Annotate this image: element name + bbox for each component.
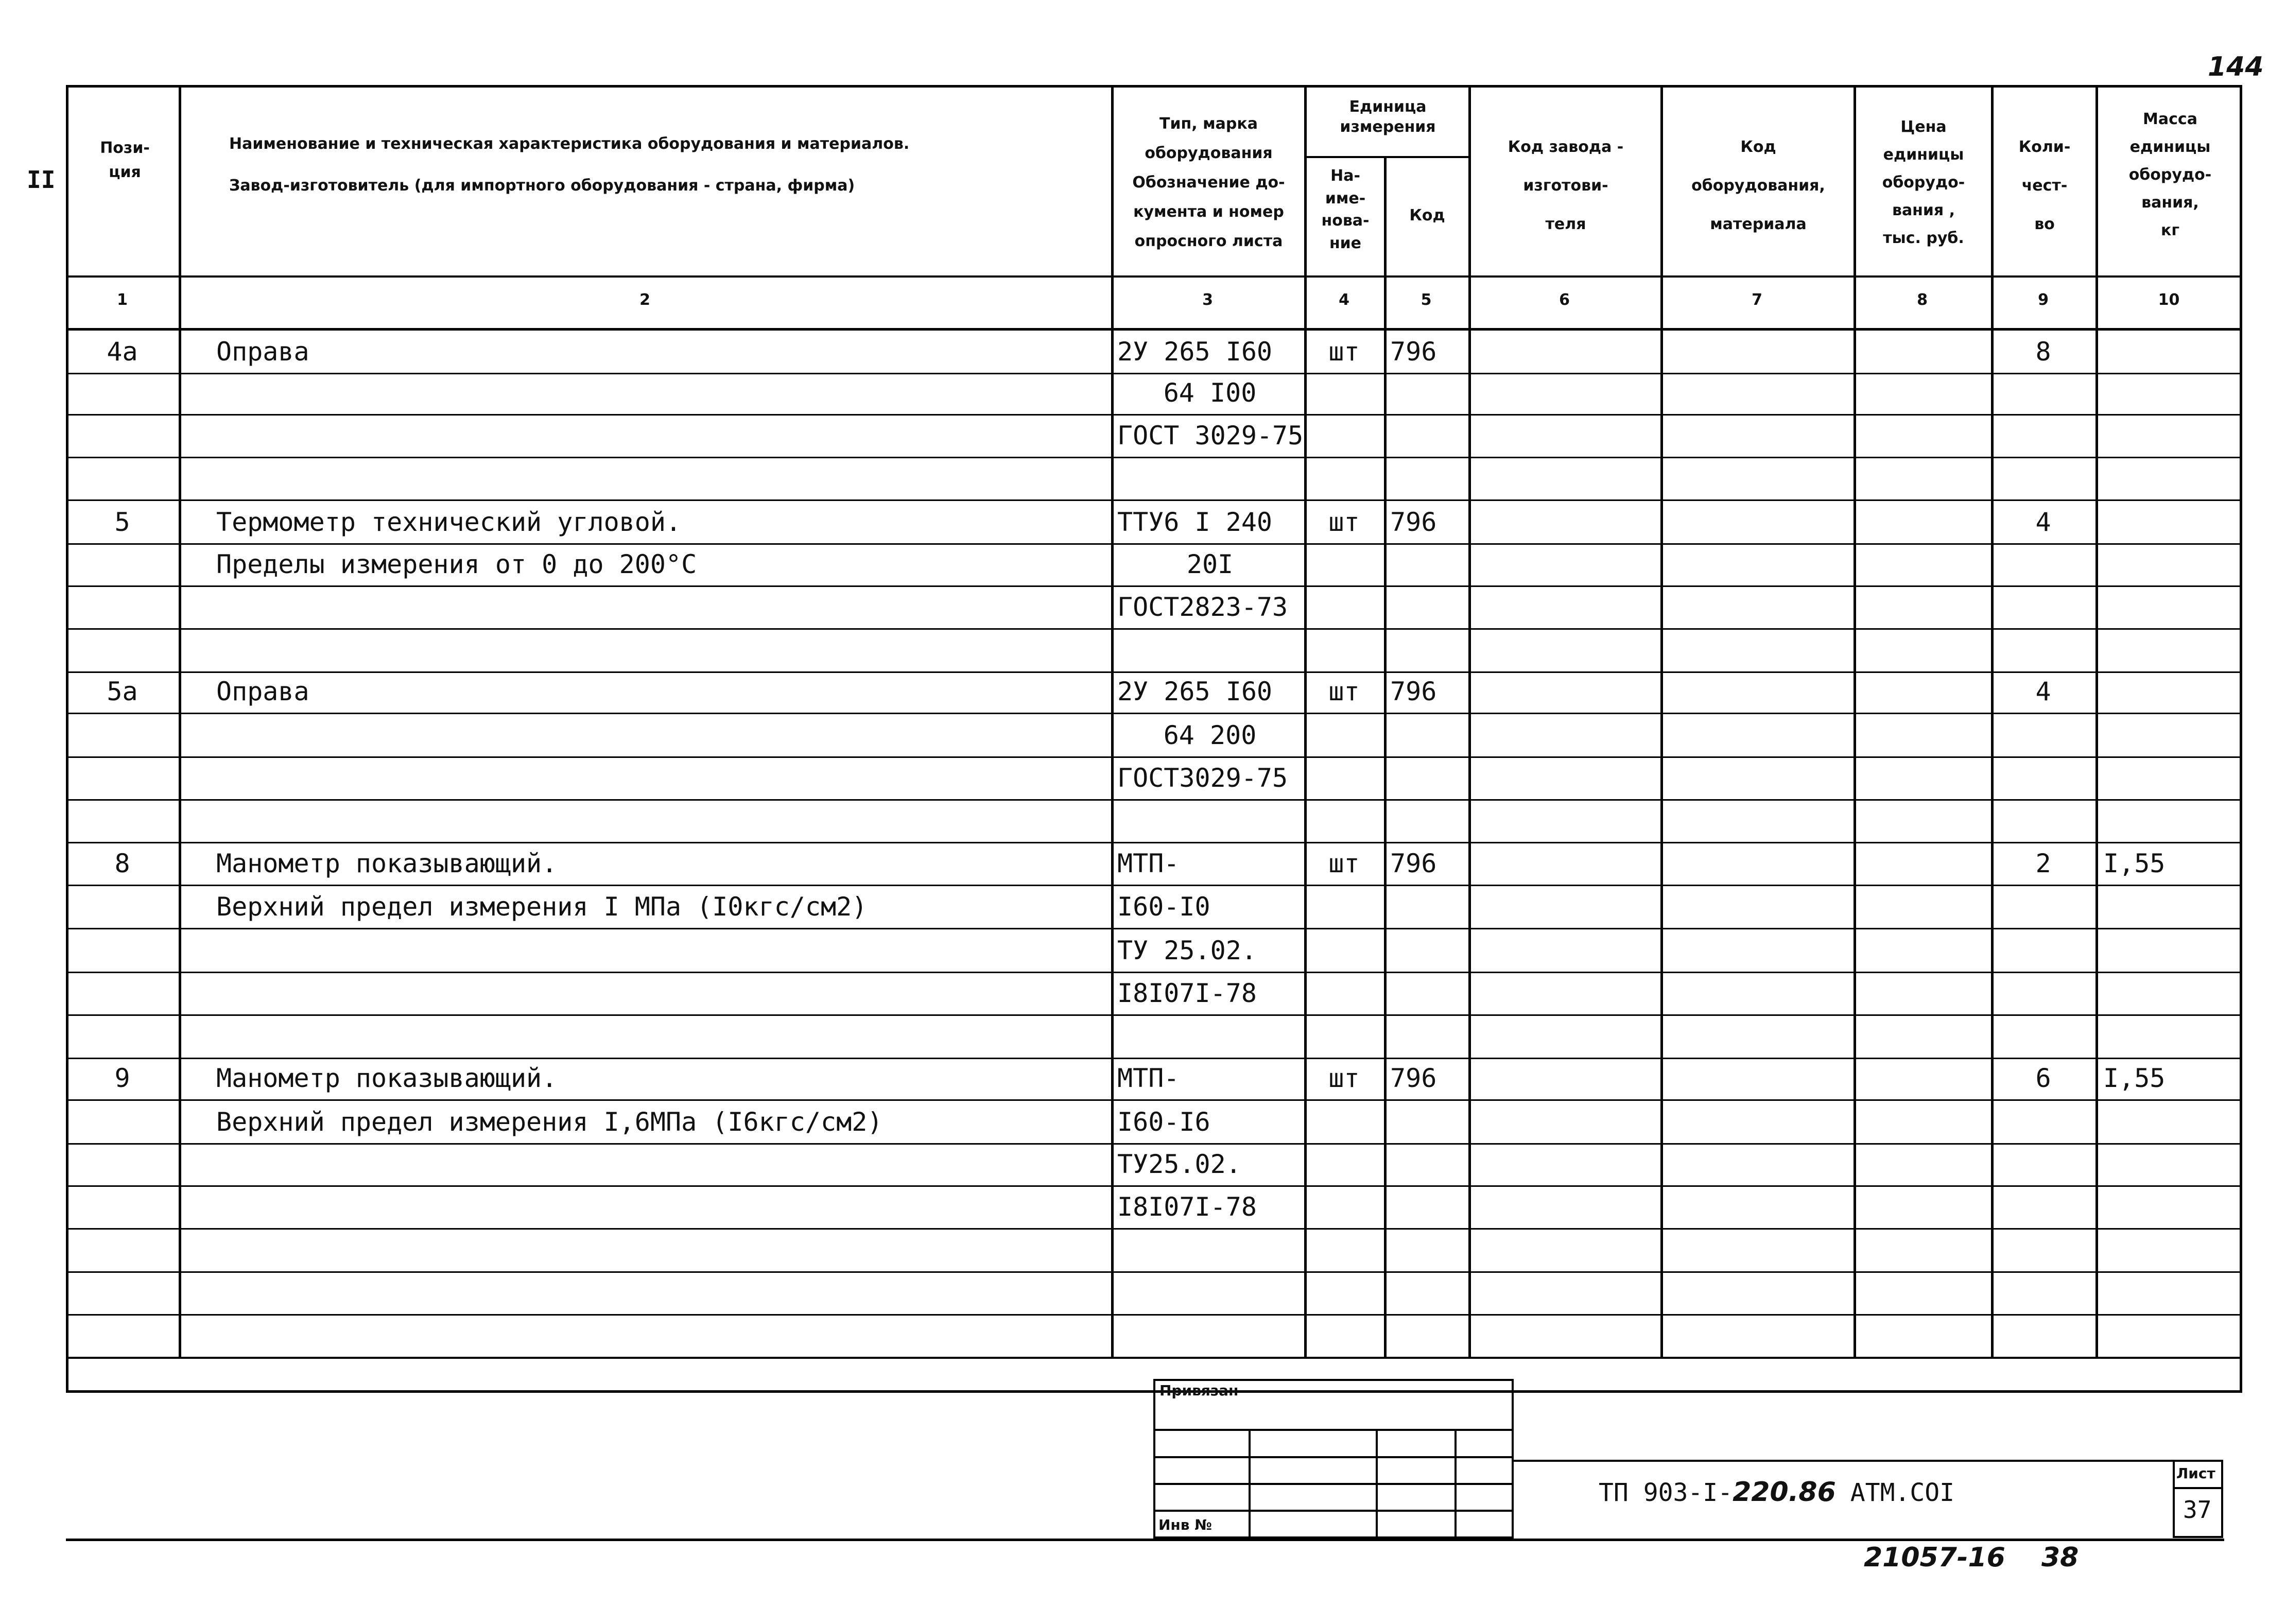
row-line xyxy=(66,756,2242,758)
colnum-9: 9 xyxy=(2038,291,2049,309)
header-unit-code: Код xyxy=(1409,206,1445,224)
row-line xyxy=(66,1228,2242,1230)
row-type: I60-I6 xyxy=(1117,1107,1210,1137)
designation-top-line xyxy=(1514,1460,2173,1462)
stamp-inv-no: Инв № xyxy=(1158,1516,1212,1533)
colnum-8: 8 xyxy=(1917,291,1928,309)
col-line-1 xyxy=(179,85,181,1357)
handwritten-page: 38 xyxy=(2041,1542,2079,1573)
stamp-block xyxy=(1153,1379,1514,1539)
row-line xyxy=(66,671,2242,673)
header-plant-code: Код завода - изготови- теля xyxy=(1508,138,1624,233)
row-line xyxy=(66,799,2242,801)
col-line-5 xyxy=(1468,85,1471,1357)
row-code: 796 xyxy=(1390,1063,1437,1093)
sheet-box-divider xyxy=(2173,1487,2223,1489)
row-type: I60-I0 xyxy=(1117,892,1210,922)
row-unit: шт xyxy=(1328,337,1360,367)
colnum-1: 1 xyxy=(117,291,128,309)
page-bottom-line xyxy=(66,1539,2224,1541)
row-line xyxy=(66,713,2242,714)
row-unit: шт xyxy=(1328,1063,1360,1093)
row-qty: 6 xyxy=(2035,1063,2051,1093)
col-line-9 xyxy=(2096,85,2098,1357)
row-type: I8I07I-78 xyxy=(1117,1192,1257,1222)
header-unit-name: На- име- нова- ние xyxy=(1321,167,1370,252)
row-pos: 4а xyxy=(107,337,138,367)
row-line xyxy=(66,1314,2242,1316)
row-qty: 8 xyxy=(2035,337,2051,367)
unit-split-line xyxy=(1304,156,1471,158)
row-type: ГОСТ 3029-75 xyxy=(1117,421,1304,451)
row-pos: 8 xyxy=(114,849,130,878)
row-line xyxy=(66,1014,2242,1016)
row-unit: шт xyxy=(1328,677,1360,706)
row-line xyxy=(66,972,2242,973)
row-qty: 4 xyxy=(2035,677,2051,706)
col-line-2 xyxy=(1111,85,1114,1357)
row-code: 796 xyxy=(1390,507,1437,537)
colnum-bottom-line xyxy=(66,328,2242,331)
stamp-vline-3 xyxy=(1454,1429,1457,1539)
row-mass: I,55 xyxy=(2103,1063,2166,1093)
row-unit: шт xyxy=(1328,507,1360,537)
header-equipment-code: Код оборудования, материала xyxy=(1691,138,1825,233)
header-position: Пози- ция xyxy=(100,139,150,181)
row-mass: I,55 xyxy=(2103,849,2166,878)
col-line-6 xyxy=(1660,85,1663,1357)
row-name: Манометр показывающий. xyxy=(216,1063,558,1093)
col-line-3 xyxy=(1304,85,1307,1357)
row-pos: 5а xyxy=(107,677,138,706)
stamp-vline-2 xyxy=(1376,1429,1378,1539)
colnum-2: 2 xyxy=(639,291,650,309)
colnum-4: 4 xyxy=(1339,291,1349,309)
row-name: Термометр технический угловой. xyxy=(216,507,682,537)
col-line-7 xyxy=(1854,85,1856,1357)
row-line xyxy=(66,928,2242,929)
row-type: ТТУ6 I 240 xyxy=(1117,507,1273,537)
sheet-label: Лист xyxy=(2176,1465,2215,1482)
row-line xyxy=(66,373,2242,374)
row-code: 796 xyxy=(1390,337,1437,367)
row-type: ГОСТ3029-75 xyxy=(1117,763,1288,793)
header-unit: Единица измерения xyxy=(1340,98,1436,136)
row-pos: 9 xyxy=(114,1063,130,1093)
row-line xyxy=(66,885,2242,886)
handwritten-page-number: 144 xyxy=(2208,51,2264,82)
stamp-line-2 xyxy=(1153,1456,1514,1458)
header-bottom-line xyxy=(66,275,2242,278)
row-name: Оправа xyxy=(216,337,309,367)
row-name: Верхний предел измерения I,6МПа (I6кгс/см2) xyxy=(216,1107,883,1137)
row-line xyxy=(66,1143,2242,1145)
row-name: Верхний предел измерения I МПа (I0кгс/см2) xyxy=(216,892,868,922)
stamp-line-4 xyxy=(1153,1510,1514,1512)
stamp-line-1 xyxy=(1153,1429,1514,1431)
sheet-number: 37 xyxy=(2183,1496,2212,1524)
colnum-10: 10 xyxy=(2158,291,2180,309)
row-code: 796 xyxy=(1390,677,1437,706)
row-type: МТП- xyxy=(1117,849,1180,878)
row-line xyxy=(66,499,2242,501)
colnum-6: 6 xyxy=(1559,291,1570,309)
colnum-5: 5 xyxy=(1421,291,1432,309)
stamp-privyazan: Привязан xyxy=(1159,1382,1239,1399)
header-mass: Масса единицы оборудо- вания, кг xyxy=(2128,110,2212,239)
col-line-8 xyxy=(1991,85,1994,1357)
row-type: 20I xyxy=(1186,549,1234,579)
row-unit: шт xyxy=(1328,849,1360,878)
row-type: I8I07I-78 xyxy=(1117,978,1257,1008)
row-type: ГОСТ2823-73 xyxy=(1117,592,1288,622)
row-name: Оправа xyxy=(216,677,309,706)
margin-mark: II xyxy=(27,166,56,194)
row-line xyxy=(66,1271,2242,1273)
row-qty: 4 xyxy=(2035,507,2051,537)
row-name: Пределы измерения от 0 до 200°С xyxy=(216,549,697,579)
row-type: 2У 265 I60 xyxy=(1117,677,1273,706)
row-line xyxy=(66,1058,2242,1059)
row-pos: 5 xyxy=(114,507,130,537)
row-name: Манометр показывающий. xyxy=(216,849,558,878)
row-line xyxy=(66,1357,2242,1358)
row-line xyxy=(66,543,2242,545)
row-line xyxy=(66,1099,2242,1101)
colnum-7: 7 xyxy=(1752,291,1762,309)
header-name: Наименование и техническая характеристика оборудования и материалов. Завод-изготовитель (для импортного оборудования - страна, фирма) xyxy=(229,135,910,195)
row-type: ТУ 25.02. xyxy=(1117,936,1257,965)
header-price: Цена единицы оборудо- вания , тыс. руб. xyxy=(1882,118,1965,247)
row-line xyxy=(66,842,2242,843)
colnum-3: 3 xyxy=(1202,291,1213,309)
row-type: 64 200 xyxy=(1163,720,1257,750)
stamp-vline-1 xyxy=(1249,1429,1251,1539)
row-line xyxy=(66,414,2242,416)
row-type: МТП- xyxy=(1117,1063,1180,1093)
document-designation: ТП 903-I-220.86 АТМ.COI xyxy=(1599,1477,1955,1508)
row-line xyxy=(66,628,2242,630)
header-quantity: Коли- чест- во xyxy=(2018,138,2071,233)
header-type: Тип, марка оборудования Обозначение до- кумента и номер опросного листа xyxy=(1132,115,1285,250)
row-type: ТУ25.02. xyxy=(1117,1149,1241,1179)
row-line xyxy=(66,585,2242,587)
row-type: 64 I00 xyxy=(1163,378,1257,408)
row-qty: 2 xyxy=(2035,849,2051,878)
row-line xyxy=(66,1185,2242,1187)
row-code: 796 xyxy=(1390,849,1437,878)
row-line xyxy=(66,457,2242,458)
stamp-line-3 xyxy=(1153,1483,1514,1485)
handwritten-archive-code: 21057-16 xyxy=(1864,1542,2005,1573)
row-type: 2У 265 I60 xyxy=(1117,337,1273,367)
